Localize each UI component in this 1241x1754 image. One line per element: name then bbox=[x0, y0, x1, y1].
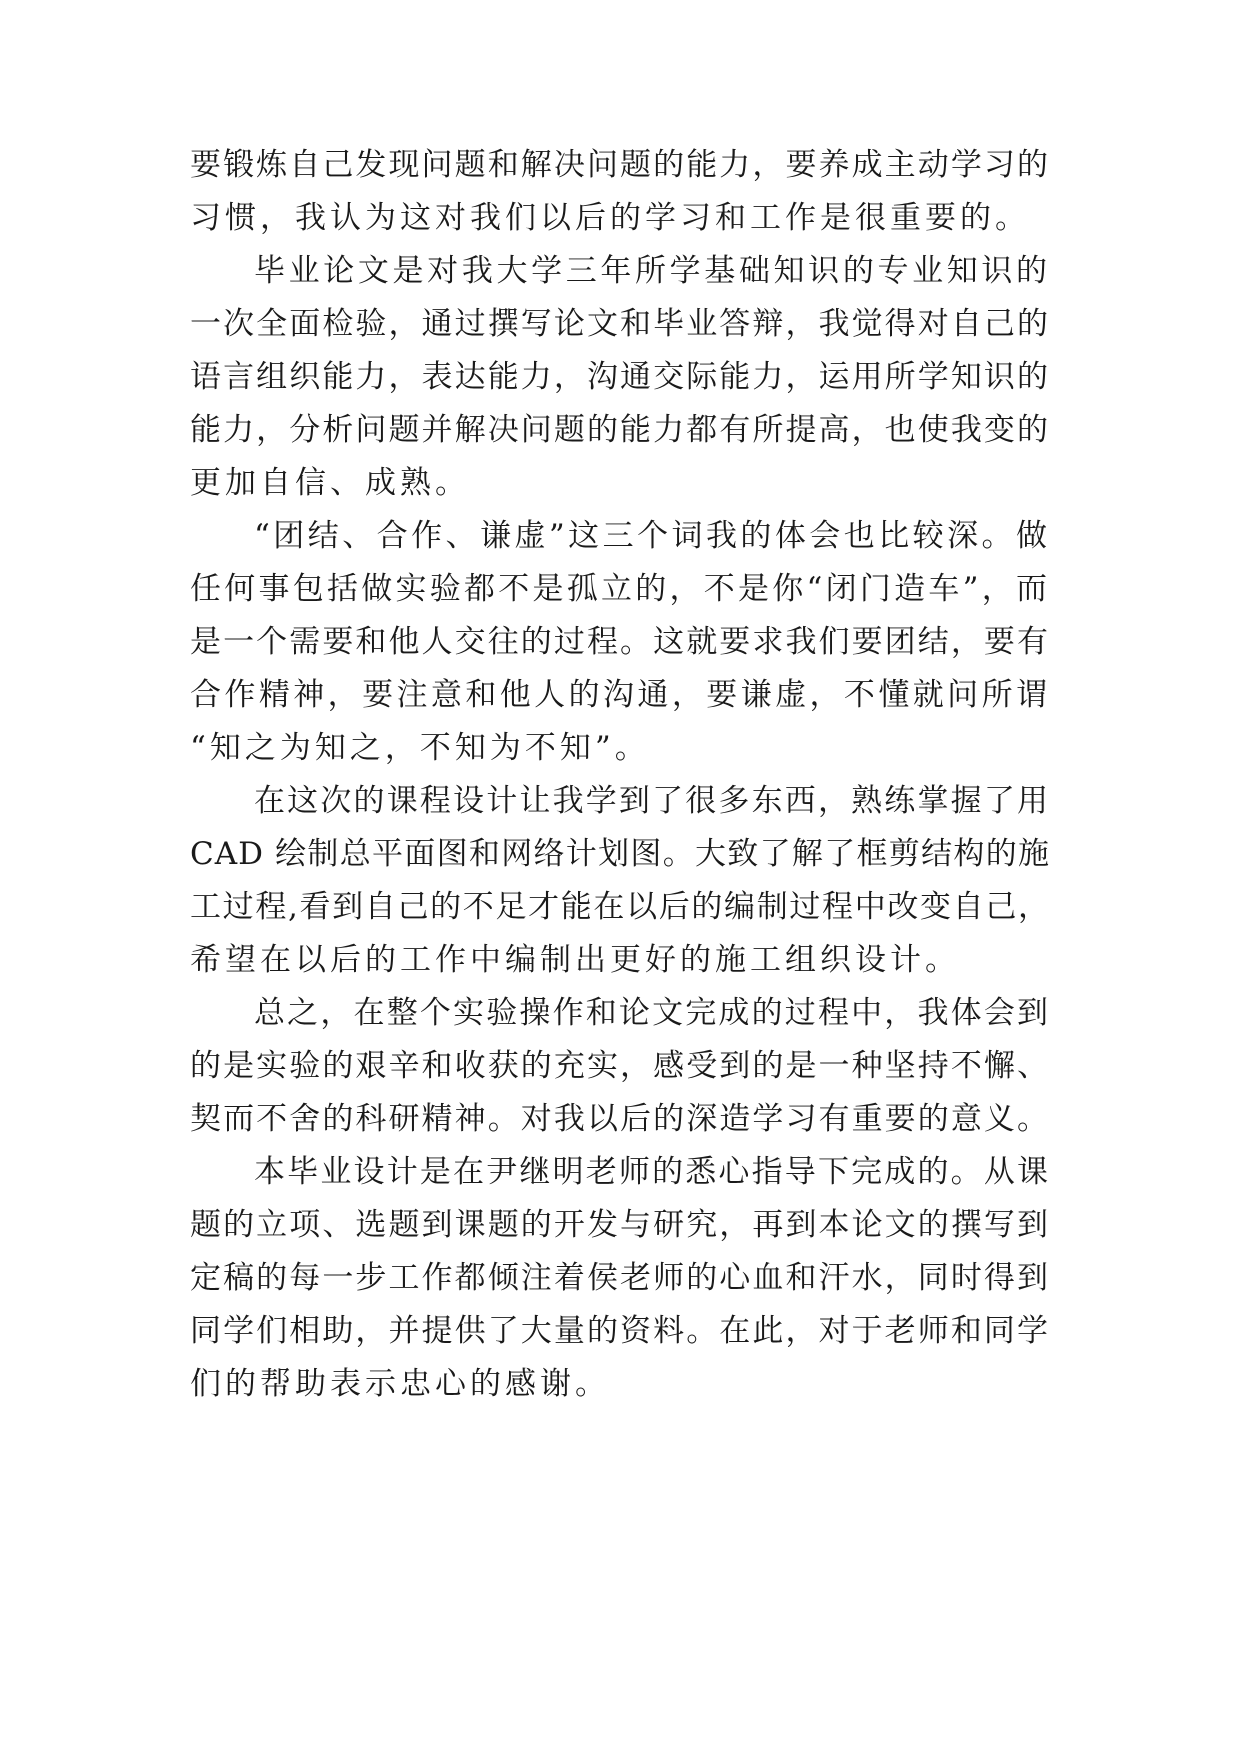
text-line: 们的帮助表示忠心的感谢。 bbox=[190, 1366, 610, 1402]
paragraph-first-line: 毕业论文是对我大学三年所学基础知识的专业知识的 bbox=[254, 253, 1050, 289]
paragraph-first-line: 本毕业设计是在尹继明老师的悉心指导下完成的。从课 bbox=[254, 1154, 1050, 1190]
text-line: 语言组织能力，表达能力，沟通交际能力，运用所学知识的 bbox=[190, 359, 1050, 395]
text-line: 更加自信、成熟。 bbox=[190, 465, 470, 501]
text-line: CAD 绘制总平面图和网络计划图。大致了解了框剪结构的施 bbox=[190, 836, 1050, 872]
text-line: 同学们相助，并提供了大量的资料。在此，对于老师和同学 bbox=[190, 1313, 1050, 1349]
text-line: 契而不舍的科研精神。对我以后的深造学习有重要的意义。 bbox=[190, 1101, 1050, 1137]
text-line: 要锻炼自己发现问题和解决问题的能力，要养成主动学习的 bbox=[190, 147, 1050, 183]
paragraph-first-line: 在这次的课程设计让我学到了很多东西，熟练掌握了用 bbox=[254, 783, 1050, 819]
paragraph-first-line: 总之，在整个实验操作和论文完成的过程中，我体会到 bbox=[254, 995, 1050, 1031]
text-line: 一次全面检验，通过撰写论文和毕业答辩，我觉得对自己的 bbox=[190, 306, 1050, 342]
text-line: 是一个需要和他人交往的过程。这就要求我们要团结，要有 bbox=[190, 624, 1050, 660]
text-line: 希望在以后的工作中编制出更好的施工组织设计。 bbox=[190, 942, 960, 978]
text-line: 习惯，我认为这对我们以后的学习和工作是很重要的。 bbox=[190, 200, 1030, 236]
paragraph-first-line: “团结、合作、谦虚”这三个词我的体会也比较深。做 bbox=[254, 518, 1050, 554]
text-line: 的是实验的艰辛和收获的充实，感受到的是一种坚持不懈、 bbox=[190, 1048, 1050, 1084]
text-line: 题的立项、选题到课题的开发与研究，再到本论文的撰写到 bbox=[190, 1207, 1050, 1243]
text-line: “知之为知之，不知为不知”。 bbox=[190, 730, 650, 766]
text-line: 合作精神，要注意和他人的沟通，要谦虚，不懂就问所谓 bbox=[190, 677, 1050, 713]
text-line: 能力，分析问题并解决问题的能力都有所提高，也使我变的 bbox=[190, 412, 1050, 448]
text-line: 工过程,看到自己的不足才能在以后的编制过程中改变自己， bbox=[190, 889, 1050, 925]
text-line: 定稿的每一步工作都倾注着侯老师的心血和汗水，同时得到 bbox=[190, 1260, 1050, 1296]
text-line: 任何事包括做实验都不是孤立的，不是你“闭门造车”，而 bbox=[190, 571, 1050, 607]
